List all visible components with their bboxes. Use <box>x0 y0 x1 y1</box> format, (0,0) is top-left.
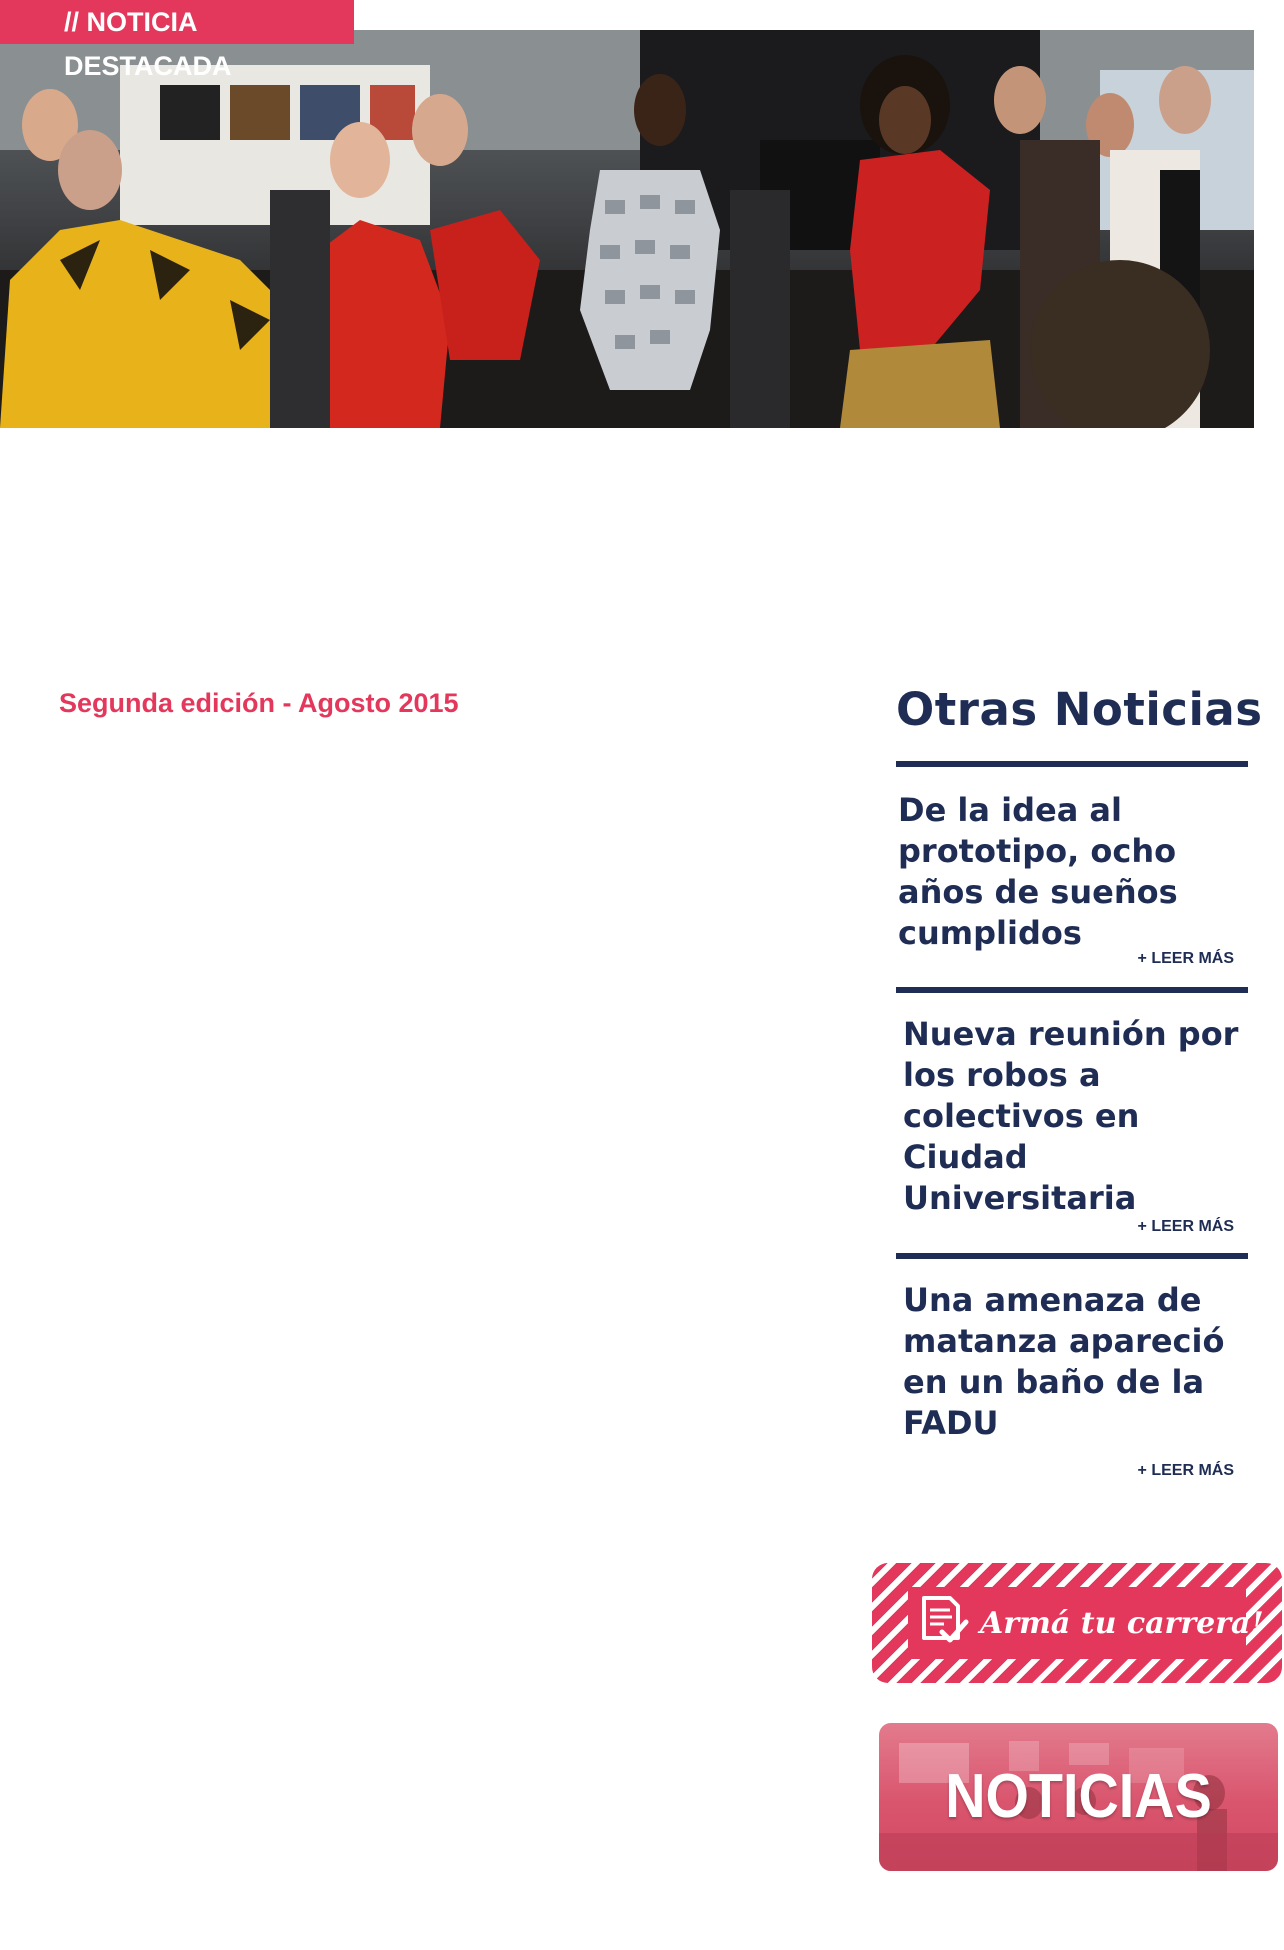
news-item-title[interactable]: Nueva reunión por los robos a colectivos en Ciudad Universitaria <box>903 1015 1239 1217</box>
sidebar-divider <box>896 761 1248 767</box>
news-item[interactable] <box>896 1014 1248 1254</box>
featured-news-image[interactable] <box>0 30 1254 428</box>
news-banner-label: NOTICIAS <box>945 1762 1212 1831</box>
document-check-icon <box>916 1594 970 1652</box>
sidebar-title: Otras Noticias <box>896 683 1263 736</box>
career-banner-inner <box>908 1587 1264 1659</box>
news-item-title[interactable]: Una amenaza de matanza apareció en un baño de la FADU <box>903 1281 1225 1442</box>
career-builder-banner[interactable] <box>872 1563 1282 1683</box>
fashion-runway-photo <box>0 30 1254 428</box>
read-more-link[interactable]: + LEER MÁS <box>1137 950 1234 967</box>
news-divider <box>896 1253 1248 1259</box>
news-item-title[interactable]: De la idea al prototipo, ocho años de sueños cumplidos <box>898 791 1178 952</box>
read-more-link[interactable]: + LEER MÁS <box>1137 1218 1234 1235</box>
news-section-banner[interactable] <box>879 1723 1278 1871</box>
news-divider <box>896 987 1248 993</box>
news-item[interactable] <box>896 790 1248 980</box>
featured-news-tag[interactable]: // NOTICIA DESTACADA <box>0 0 354 44</box>
career-banner-label: Armá tu carrera! <box>980 1605 1264 1641</box>
edition-date: Segunda edición - Agosto 2015 <box>59 688 459 718</box>
read-more-link[interactable]: + LEER MÁS <box>1137 1462 1234 1479</box>
news-item[interactable] <box>896 1280 1248 1500</box>
